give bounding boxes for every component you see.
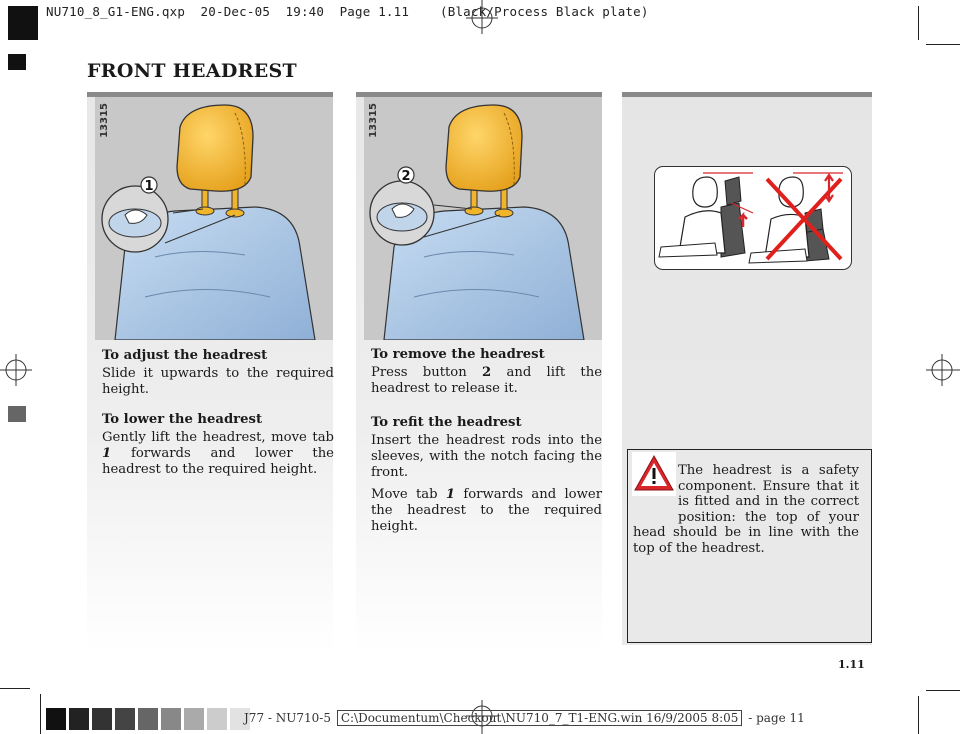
move-text (371, 487, 602, 535)
correct-incorrect-position-icon (655, 167, 851, 269)
color-swatch (46, 708, 66, 730)
figure-adjust-headrest (95, 97, 333, 340)
footer-path: C:\Documentum\Checkout\NU710_7_T1-ENG.win 16/9/2005 8:05 (337, 710, 743, 726)
remove-text-part: and lift the headrest to release it. (371, 365, 602, 396)
refit-heading: To refit the headrest (371, 415, 522, 430)
headrest-position-diagram (654, 166, 852, 270)
color-swatch (69, 708, 89, 730)
lower-heading: To lower the headrest (102, 412, 263, 427)
footer-prefix: J77 - NU710-5 (244, 711, 331, 725)
figure-code: 13315 (99, 103, 110, 138)
adjust-heading: To adjust the headrest (102, 348, 268, 363)
middle-column-text (371, 347, 602, 549)
figure-code: 13315 (368, 103, 379, 138)
registration-target-icon (0, 352, 40, 388)
page-title: FRONT HEADREST (87, 60, 297, 82)
remove-text-part: Press button (371, 365, 483, 380)
crop-mark (0, 688, 30, 689)
refit-text: Insert the headrest rods into the sleeves, with the notch facing the front. (371, 433, 602, 480)
color-swatch (161, 708, 181, 730)
footer-suffix: - page 11 (748, 711, 805, 725)
crop-mark (40, 694, 41, 734)
warning-indent (633, 463, 678, 523)
right-column-topbar (622, 92, 872, 97)
color-bar (46, 708, 250, 730)
warning-text (633, 463, 859, 557)
figure-remove-headrest (364, 97, 602, 340)
registration-mark-top-left (8, 6, 38, 40)
crop-mark (918, 6, 919, 40)
registration-target-icon (920, 352, 960, 388)
color-swatch (207, 708, 227, 730)
remove-heading: To remove the headrest (371, 347, 545, 362)
lower-text (102, 430, 334, 478)
button-ref: 2 (482, 365, 492, 380)
headrest-illustration (364, 97, 602, 340)
adjust-text: Slide it upwards to the required height. (102, 366, 334, 397)
crop-mark (926, 44, 960, 45)
color-swatch (138, 708, 158, 730)
warning-message: The headrest is a safety component. Ensure that it is fitted and in the correct position: the top of your head should be in line with the top of the headrest. (633, 463, 859, 556)
registration-mark-small (8, 54, 26, 70)
tab-ref: 1 (102, 446, 112, 461)
color-swatch (92, 708, 112, 730)
lower-text-part: Gently lift the headrest, move tab (102, 430, 334, 445)
print-header: NU710_8_G1-ENG.qxp 20-Dec-05 19:40 Page 1.11 (Black/Process Black plate) (46, 4, 649, 19)
crop-mark (918, 696, 919, 734)
color-swatch (184, 708, 204, 730)
left-column-text (102, 348, 334, 492)
headrest-illustration (95, 97, 333, 340)
tab-ref: 1 (445, 487, 456, 502)
footer-text (244, 711, 805, 725)
callout-2: 2 (401, 169, 411, 184)
lower-text-part: forwards and lower the headrest to the required height. (102, 446, 334, 477)
crop-mark (926, 690, 960, 691)
color-swatch (115, 708, 135, 730)
move-text-part: Move tab (371, 487, 446, 502)
remove-text (371, 365, 602, 397)
callout-1: 1 (144, 179, 154, 194)
registration-mark-mid-left (8, 406, 26, 422)
registration-target-icon (462, 0, 502, 36)
page-number: 1.11 (838, 658, 865, 671)
move-text-part: forwards and lower the headrest to the required height. (371, 487, 603, 534)
